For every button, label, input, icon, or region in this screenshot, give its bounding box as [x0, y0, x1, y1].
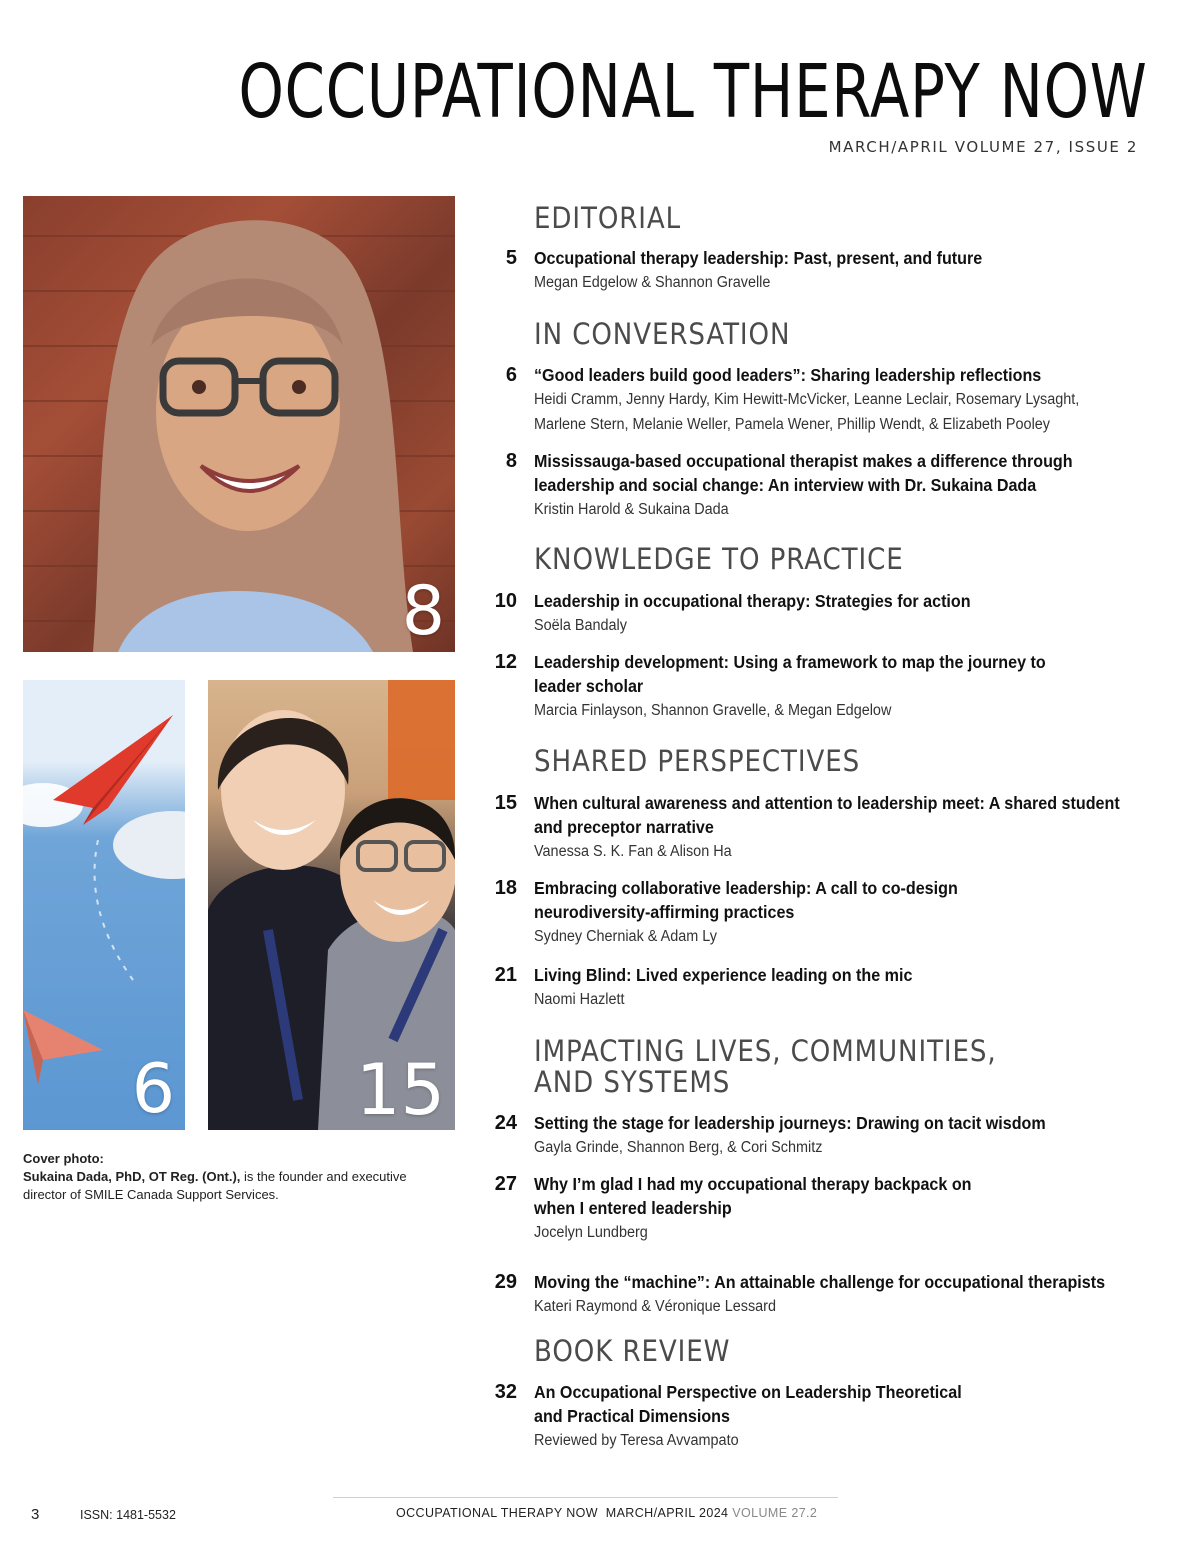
toc-article-title[interactable]: “Good leaders build good leaders”: Sharing leadership reflections — [534, 365, 1042, 385]
toc-page-number: 27 — [494, 1173, 517, 1195]
toc-authors: Kristin Harold & Sukaina Dada — [534, 501, 729, 518]
footer-issn: ISSN: 1481-5532 — [80, 1508, 176, 1522]
issue-line: MARCH/APRIL VOLUME 27, ISSUE 2 — [828, 138, 1138, 156]
paper-planes-illustration[interactable] — [23, 680, 185, 1130]
toc-article-title[interactable]: Leadership in occupational therapy: Strategies for action — [534, 591, 971, 611]
toc-authors: Vanessa S. K. Fan & Alison Ha — [534, 843, 732, 860]
photo-page-number: 6 — [131, 1050, 175, 1129]
toc-authors: Naomi Hazlett — [534, 991, 625, 1008]
toc-article-title[interactable]: Embracing collaborative leadership: A call to co-design neurodiversity-affirming practices — [534, 878, 958, 922]
toc-authors: Soëla Bandaly — [534, 617, 627, 634]
toc-page-number: 18 — [494, 877, 517, 899]
toc-article-title[interactable]: Living Blind: Lived experience leading on the mic — [534, 965, 913, 985]
section-heading-line1: IMPACTING LIVES, COMMUNITIES, — [534, 1034, 997, 1068]
portrait-illustration — [23, 196, 455, 652]
toc-authors: Reviewed by Teresa Avvampato — [534, 1432, 739, 1449]
toc-page-number: 24 — [494, 1112, 517, 1134]
toc-authors: Sydney Cherniak & Adam Ly — [534, 928, 717, 945]
photo-page-number: 15 — [355, 1049, 445, 1130]
cover-photo-portrait[interactable] — [23, 196, 455, 652]
toc-page-number: 12 — [494, 651, 517, 673]
section-heading-impacting-lives — [534, 1036, 997, 1098]
footer-divider — [333, 1497, 838, 1498]
footer-date: MARCH/APRIL 2024 — [605, 1506, 729, 1520]
people-photo[interactable] — [208, 680, 455, 1130]
footer-magazine: OCCUPATIONAL THERAPY NOW — [396, 1506, 598, 1520]
toc-article-title[interactable]: Moving the “machine”: An attainable challenge for occupational therapists — [534, 1272, 1106, 1292]
toc-page-number: 10 — [494, 590, 517, 612]
toc-article-title[interactable]: Why I’m glad I had my occupational therapy backpack on when I entered leadership — [534, 1174, 972, 1218]
toc-page-number: 29 — [494, 1271, 517, 1293]
toc-article-title[interactable]: Setting the stage for leadership journeys: Drawing on tacit wisdom — [534, 1113, 1046, 1133]
toc-authors: Megan Edgelow & Shannon Gravelle — [534, 274, 771, 291]
toc-page-number: 32 — [494, 1381, 517, 1403]
section-heading-in-conversation: IN CONVERSATION — [534, 317, 791, 351]
toc-article-title[interactable]: An Occupational Perspective on Leadership Theoretical and Practical Dimensions — [534, 1382, 962, 1426]
toc-article-title[interactable]: Leadership development: Using a framework to map the journey to leader scholar — [534, 652, 1046, 696]
section-heading-editorial: EDITORIAL — [534, 201, 682, 235]
cover-photo-caption — [23, 1150, 433, 1204]
toc-page-number: 21 — [494, 964, 517, 986]
footer-publication — [396, 1506, 817, 1520]
masthead: OCCUPATIONAL THERAPY NOW — [238, 49, 1148, 135]
caption-name: Sukaina Dada, PhD, OT Reg. (Ont.), — [23, 1169, 241, 1184]
section-heading-knowledge-to-practice: KNOWLEDGE TO PRACTICE — [534, 542, 904, 576]
toc-page-number: 8 — [505, 450, 517, 472]
toc-authors: Gayla Grinde, Shannon Berg, & Cori Schmitz — [534, 1139, 823, 1156]
footer-page-number: 3 — [31, 1506, 40, 1523]
section-heading-line2: AND SYSTEMS — [534, 1065, 731, 1099]
toc-article-title[interactable]: Mississauga-based occupational therapist makes a difference through leadership and social change: An interview with Dr. Sukaina Dada — [534, 451, 1073, 495]
toc-authors: Heidi Cramm, Jenny Hardy, Kim Hewitt-McVicker, Leanne Leclair, Rosemary Lysaght, Marlene Stern, Melanie Weller, Pamela Wener, Phillip Wendt, & Elizabeth Pooley — [534, 391, 1080, 433]
section-heading-shared-perspectives: SHARED PERSPECTIVES — [534, 744, 861, 778]
section-heading-book-review: BOOK REVIEW — [534, 1334, 731, 1368]
toc-page-number: 6 — [505, 364, 517, 386]
caption-text: is the founder and executive director of SMILE Canada Support Services. — [23, 1169, 407, 1202]
toc-authors: Marcia Finlayson, Shannon Gravelle, & Megan Edgelow — [534, 702, 892, 719]
toc-authors: Kateri Raymond & Véronique Lessard — [534, 1298, 776, 1315]
toc-page-number: 15 — [494, 792, 517, 814]
toc-article-title[interactable]: When cultural awareness and attention to leadership meet: A shared student and preceptor narrative — [534, 793, 1120, 837]
toc-authors: Jocelyn Lundberg — [534, 1224, 648, 1241]
toc-page-number: 5 — [505, 247, 517, 269]
footer-volume: VOLUME 27.2 — [732, 1506, 818, 1520]
toc-article-title[interactable]: Occupational therapy leadership: Past, present, and future — [534, 248, 983, 268]
photo-page-number: 8 — [401, 572, 445, 651]
caption-heading: Cover photo: — [23, 1151, 104, 1166]
